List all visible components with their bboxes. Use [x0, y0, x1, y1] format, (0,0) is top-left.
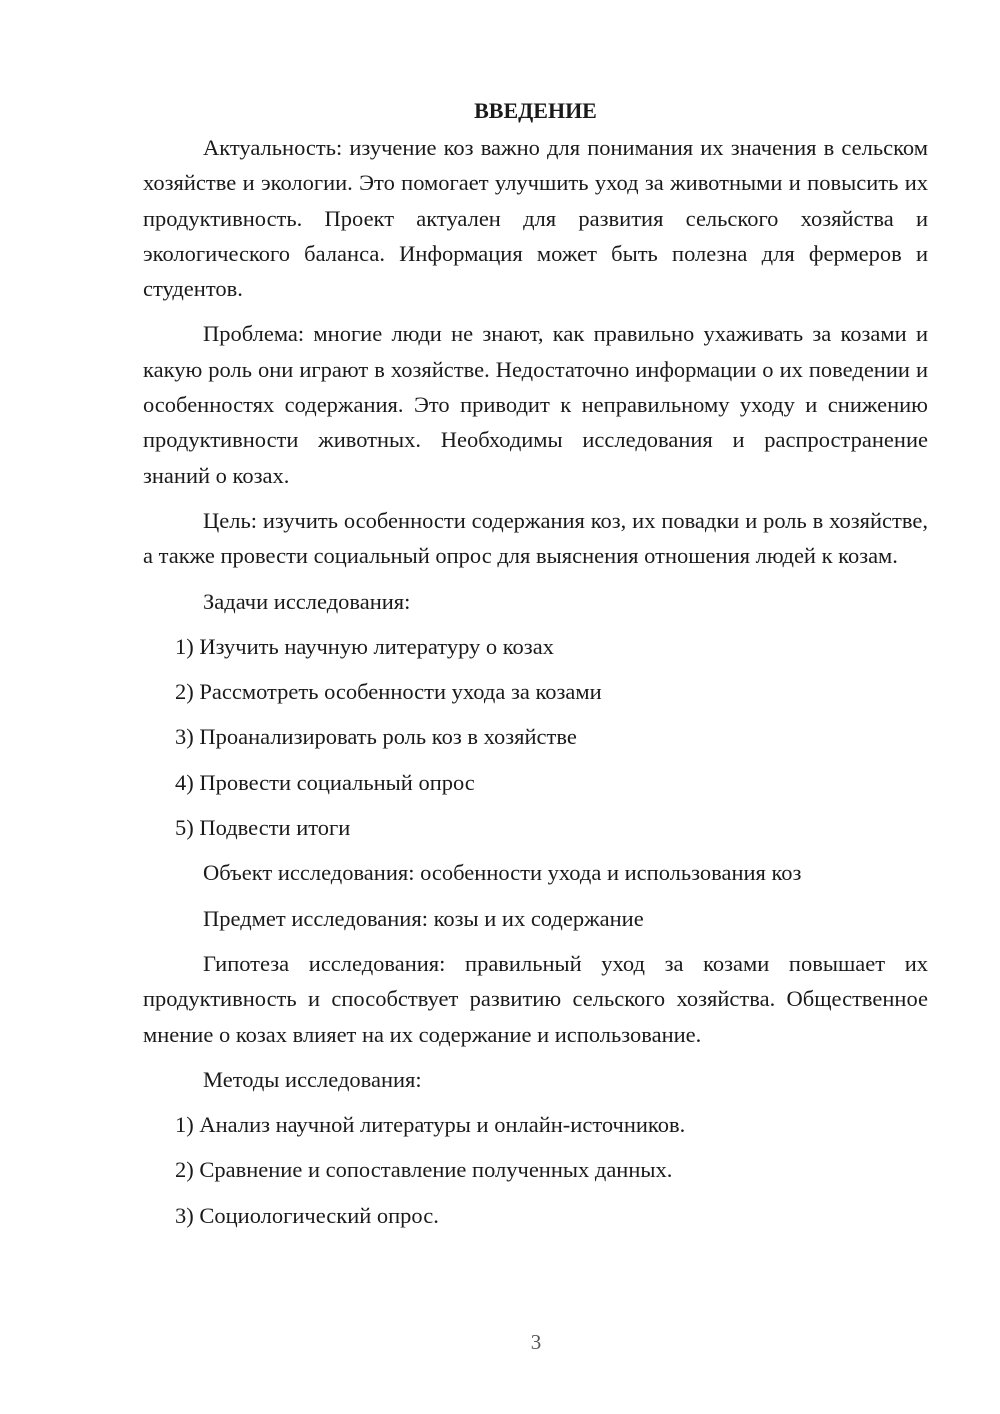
task-item: 2) Рассмотреть особенности ухода за козами	[175, 679, 602, 705]
method-item: 3) Социологический опрос.	[175, 1202, 439, 1228]
task-item: 5) Подвести итоги	[175, 815, 351, 841]
method-item: 1) Анализ научной литературы и онлайн-источников.	[175, 1112, 686, 1138]
page-number: 3	[530, 1330, 542, 1354]
task-item: 1) Изучить научную литературу о козах	[175, 633, 554, 659]
goal-paragraph: Цель: изучить особенности содержания коз, их повадки и роль в хозяйстве, а также провести социальный опрос для выяснения отношения людей к козам.	[143, 507, 928, 569]
research-subject: Предмет исследования: козы и их содержание	[203, 905, 644, 931]
tasks-heading: Задачи исследования:	[203, 588, 411, 614]
research-object: Объект исследования: особенности ухода и использования коз	[203, 860, 802, 886]
document-page	[143, 96, 928, 1243]
task-item: 3) Проанализировать роль коз в хозяйстве	[175, 724, 577, 750]
hypothesis-paragraph: Гипотеза исследования: правильный уход за козами повышает их продуктивность и способствует развитию сельского хозяйства. Общественное мнение о козах влияет на их содержание и использование.	[143, 950, 928, 1047]
methods-heading: Методы исследования:	[203, 1066, 422, 1092]
problem-paragraph: Проблема: многие люди не знают, как правильно ухаживать за козами и какую роль они играют в хозяйстве. Недостаточно информации о их поведении и особенностях содержания. Это приводит к неправильному уходу и снижению продуктивности животных. Необходимы исследования и распространение знаний о козах.	[143, 321, 928, 488]
section-title: ВВЕДЕНИЕ	[474, 98, 597, 123]
method-item: 2) Сравнение и сопоставление полученных данных.	[175, 1157, 673, 1183]
relevance-paragraph: Актуальность: изучение коз важно для понимания их значения в сельском хозяйстве и экологии. Это помогает улучшить уход за животными и повысить их продуктивность. Проект актуален для развития сельского хозяйства и экологического баланса. Информация может быть полезна для фермеров и студентов.	[143, 135, 928, 302]
task-item: 4) Провести социальный опрос	[175, 769, 475, 795]
